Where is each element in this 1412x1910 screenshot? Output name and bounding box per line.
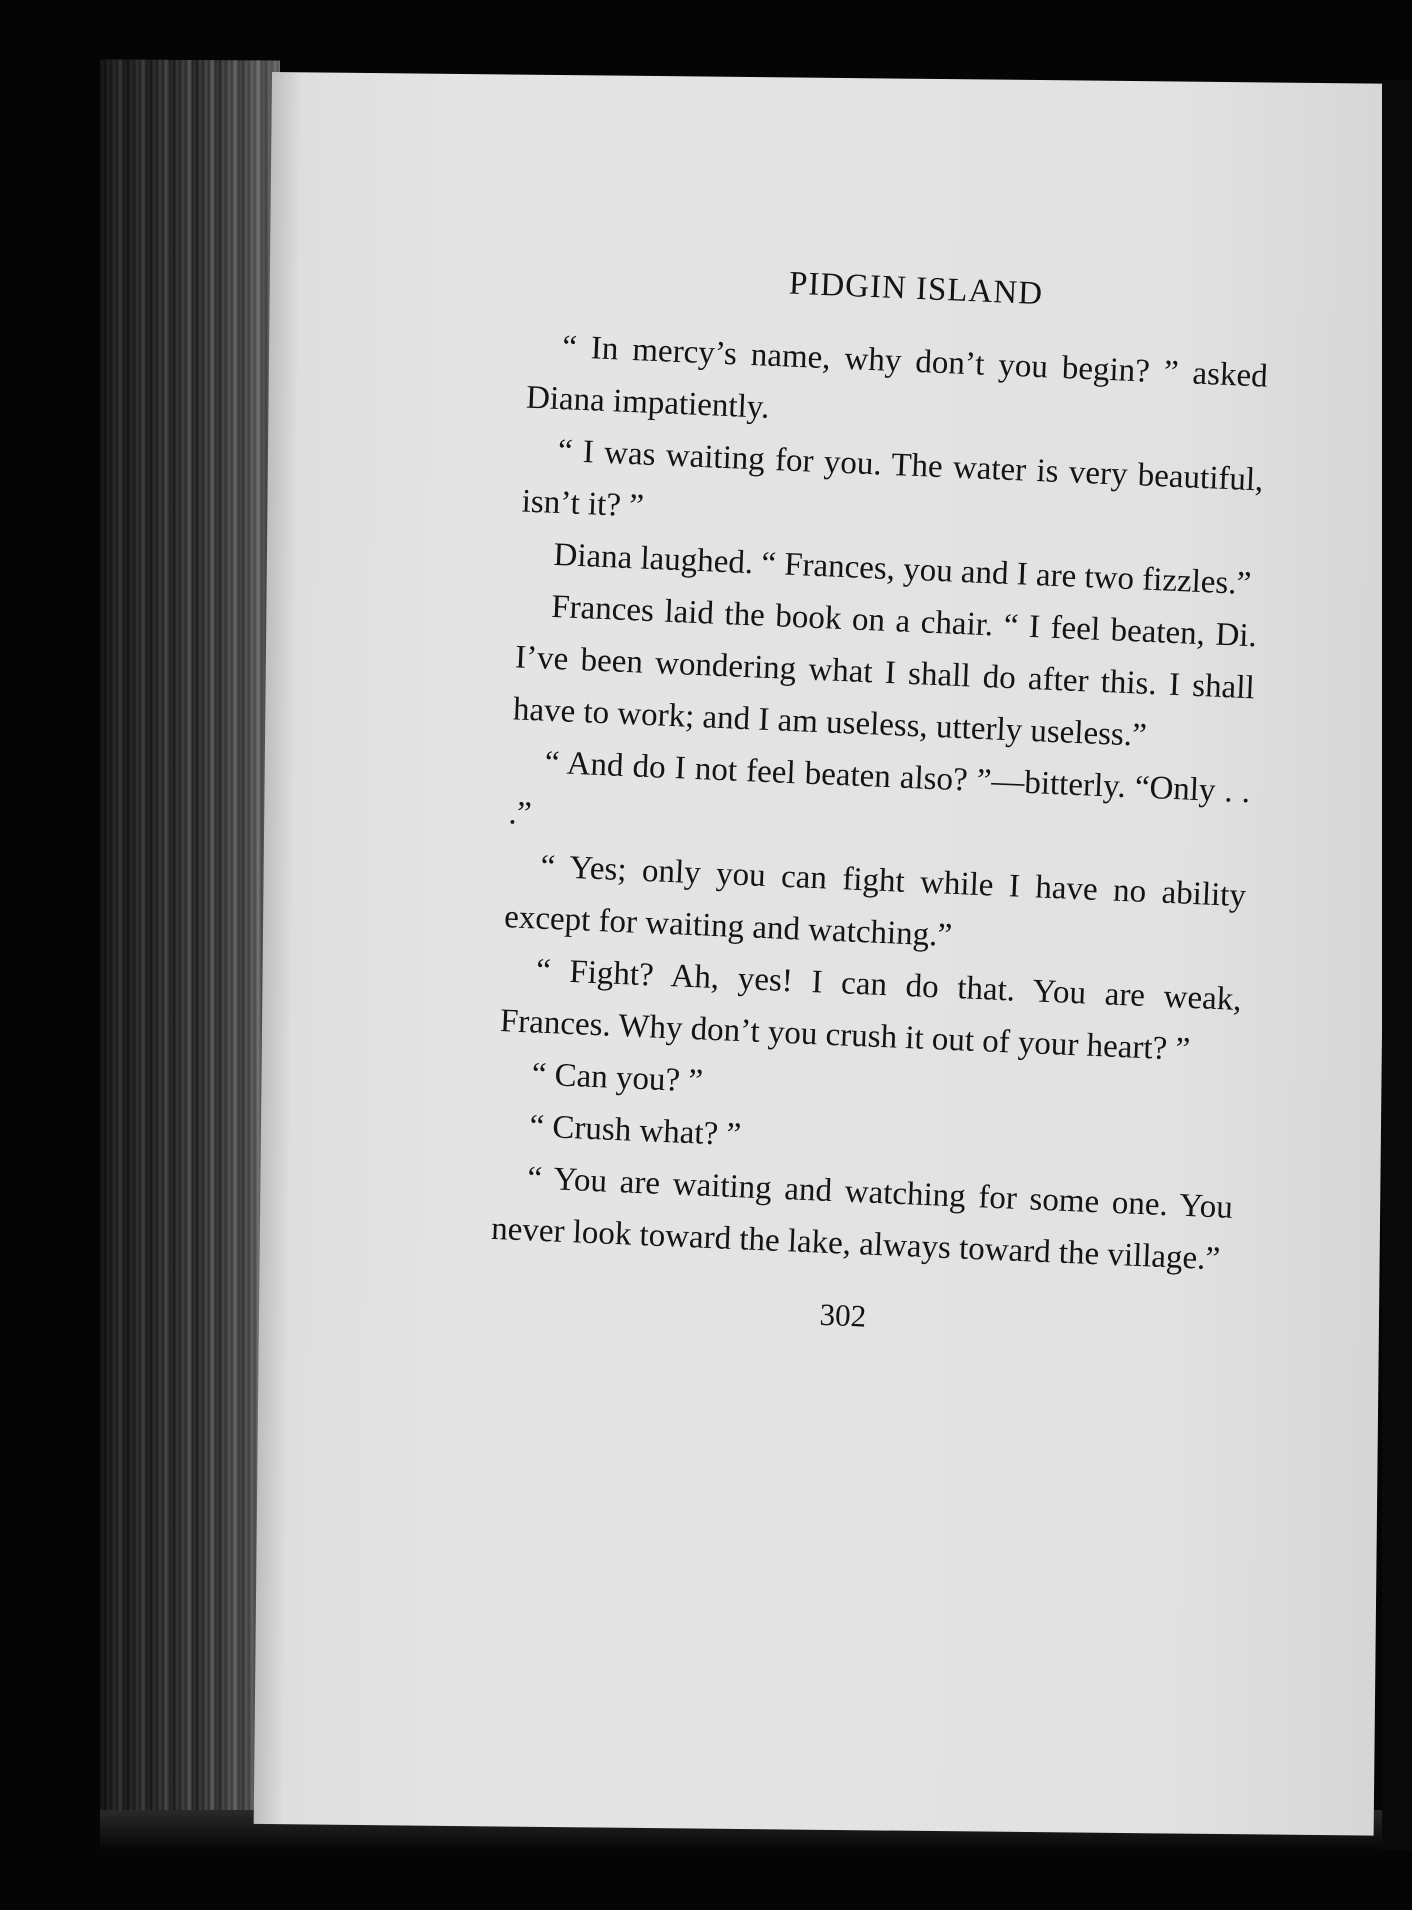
paragraph: Frances laid the book on a chair. “ I feel beaten, Di. I’ve been wondering what I shall do after this. I shall have to work; and I am useless, utterly useless.”	[512, 588, 1258, 754]
paragraph: “ I was waiting for you. The water is very beautiful, isn’t it? ”	[521, 433, 1265, 525]
running-head: PIDGIN ISLAND	[788, 265, 1044, 313]
paragraph: “ Fight? Ah, yes! I can do that. You are weak, Frances. Why don’t you crush it out of your heart? ”	[499, 952, 1243, 1068]
paragraph: “ Can you? ”	[531, 1056, 704, 1100]
paragraph: “ Crush what? ”	[528, 1108, 742, 1154]
paragraph: “ You are waiting and watching for some one. You never look toward the lake, always toward the village.”	[490, 1160, 1234, 1278]
page-number: 302	[819, 1296, 867, 1334]
book-right-edge	[1382, 80, 1412, 1850]
paragraph: “ Yes; only you can fight while I have no ability except for waiting and watching.”	[503, 848, 1247, 954]
paragraph: Diana laughed. “ Frances, you and I are two fizzles.”	[552, 536, 1252, 603]
book-page	[254, 72, 1392, 1836]
page-text-block	[488, 255, 1272, 1350]
book-page-edges	[100, 60, 280, 1831]
paragraph: “ In mercy’s name, why don’t you begin? ” asked Diana impatiently.	[525, 329, 1269, 426]
paragraph: “ And do I not feel beaten also? ”—bitterly. “Only . . .”	[507, 744, 1251, 833]
